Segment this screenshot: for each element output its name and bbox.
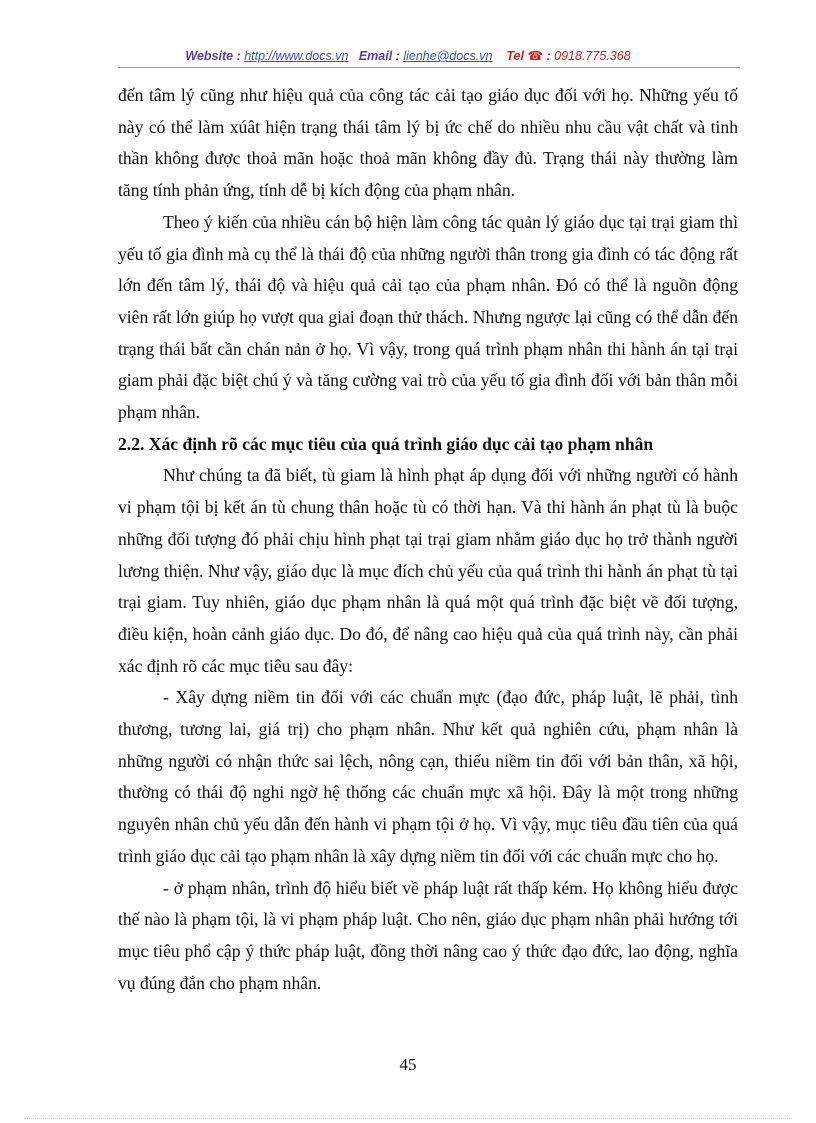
tel-label: Tel ☎ :	[506, 49, 551, 63]
document-body	[118, 80, 738, 999]
paragraph-4: - Xây dựng niềm tin đối với các chuẩn mực (đạo đức, pháp luật, lẽ phải, tình thương, tương lai, giá trị) cho phạm nhân. Như kết quả nghiên cứu, phạm nhân là những người có nhận thức sai lệch, nông cạn, thiếu niềm tin đối với bản thân, xã hội, thường có thái độ nghi ngờ hệ thống các chuẩn mực xã hội. Đây là một trong những nguyên nhân chủ yếu dẫn đến hành vi phạm tội ở họ. Vì vậy, mục tiêu đầu tiên của quá trình giáo dục cải tạo phạm nhân là xây dựng niềm tin đối với các chuẩn mực cho họ.	[118, 687, 738, 866]
paragraph-2: Theo ý kiến của nhiều cán bộ hiện làm công tác quản lý giáo dục tại trại giam thì yếu tố gia đình mà cụ thể là thái độ của những người thân trong gia đình có tác động rất lớn đến tâm lý, thái độ và hiệu quả cải tạo của phạm nhân. Đó có thể là nguồn động viên rất lớn giúp họ vượt qua giai đoạn thử thách. Nhưng ngược lại cũng có thể dẫn đến trạng thái bất cần chán nản ở họ. Vì vậy, trong quá trình phạm nhân thi hành án tại trại giam phải đặc biệt chú ý và tăng cường vai trò của yếu tố gia đình đối với bản thân mỗi phạm nhân.	[118, 211, 738, 423]
website-label: Website :	[185, 49, 241, 63]
email-label: Email :	[358, 49, 400, 63]
paragraph-3: Như chúng ta đã biết, tù giam là hình phạt áp dụng đối với những người có hành vi phạm tội bị kết án tù chung thân hoặc tù có thời hạn. Và thi hành án phạt tù là buộc những đối tượng đó phải chịu hình phạt tại trại giam nhằm giáo dục họ trở thành người lương thiện. Như vậy, giáo dục là mục đích chủ yếu của quá trình thi hành án phạt tù tại trại giam. Tuy nhiên, giáo dục phạm nhân là quá một quá trình đặc biệt về đối tượng, điều kiện, hoàn cảnh giáo dục. Do đó, để nâng cao hiệu quả của quá trình này, cần phải xác định rõ các mục tiêu sau đây:	[118, 465, 738, 676]
paragraph-1: đến tâm lý cũng như hiệu quả của công tác cải tạo giáo dục đối với họ. Những yếu tố này có thể làm xúât hiện trạng thái tâm lý bị ức chế do nhiều nhu cầu vật chất và tinh thần không được thoả mãn hoặc thoả mãn không đầy đủ. Trạng thái này thường làm tăng tính phản ứng, tính dễ bị kích động của phạm nhân.	[118, 85, 738, 201]
website-link[interactable]: http://www.docs.vn	[244, 49, 349, 63]
tel-number: 0918.775.368	[554, 49, 631, 63]
page-header	[0, 48, 816, 63]
page-number: 45	[399, 1055, 417, 1074]
email-link[interactable]: lienhe@docs.vn	[403, 49, 493, 63]
header-divider	[118, 67, 740, 68]
section-heading: 2.2. Xác định rõ các mục tiêu của quá trình giáo dục cải tạo phạm nhân	[118, 433, 654, 454]
paragraph-5: - ở phạm nhân, trình độ hiểu biết về pháp luật rất thấp kém. Họ không hiểu được thế nào là phạm tội, là vi phạm pháp luật. Cho nên, giáo dục phạm nhân phải hướng tới mục tiêu phổ cập ý thức pháp luật, đồng thời nâng cao ý thức đạo đức, lao động, nghĩa vụ đúng đắn cho phạm nhân.	[118, 877, 738, 993]
footer-divider	[24, 1118, 792, 1119]
